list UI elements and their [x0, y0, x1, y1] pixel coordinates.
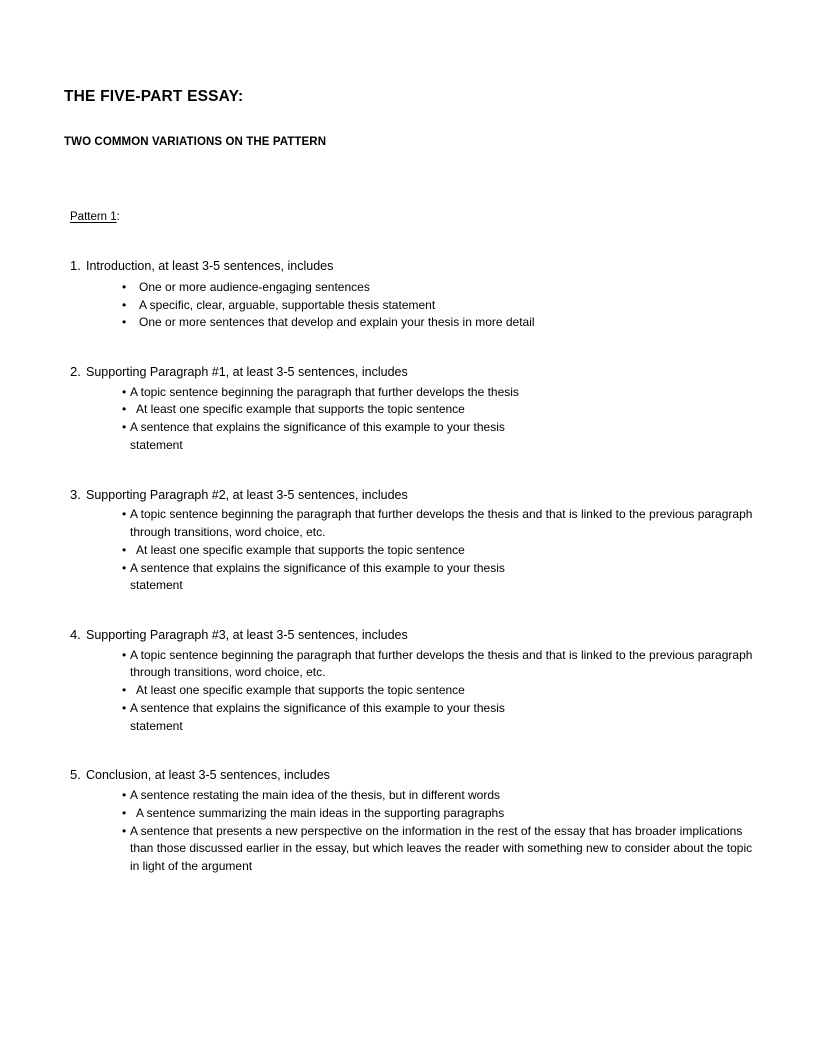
- section-heading: [64, 627, 754, 644]
- section-number: 5.: [70, 767, 81, 783]
- bullet-list: [122, 275, 754, 332]
- bullet-point-icon: •: [122, 683, 127, 698]
- bullet-text: A sentence summarizing the main ideas in the supporting paragraphs: [136, 805, 505, 820]
- section-heading-text: Supporting Paragraph #1, at least 3-5 sentences, includes: [86, 365, 408, 380]
- bullet-continuation-text: statement: [130, 437, 183, 452]
- bullet-item: [122, 279, 754, 297]
- section-heading-text: Supporting Paragraph #2, at least 3-5 sentences, includes: [86, 487, 408, 502]
- bullet-item: [122, 700, 754, 736]
- bullet-list: [122, 381, 754, 455]
- bullet-item: [122, 542, 754, 560]
- bullet-point-icon: •: [122, 823, 127, 838]
- section-heading-text: Introduction, at least 3-5 sentences, includes: [86, 259, 334, 274]
- bullet-point-icon: •: [122, 279, 127, 294]
- essay-section: [64, 364, 754, 455]
- bullet-text: A sentence restating the main idea of the thesis, but in different words: [130, 788, 501, 803]
- section-number: 4.: [70, 627, 81, 643]
- essay-section: [64, 258, 754, 332]
- bullet-point-icon: •: [122, 788, 127, 803]
- bullet-text: A sentence that explains the significance of this example to your thesis: [130, 560, 505, 575]
- bullet-text: One or more sentences that develop and explain your thesis in more detail: [139, 315, 535, 330]
- bullet-point-icon: •: [122, 542, 127, 557]
- section-heading: [64, 767, 754, 784]
- bullet-text: At least one specific example that supports the topic sentence: [136, 402, 465, 417]
- bullet-text: At least one specific example that supports the topic sentence: [136, 542, 465, 557]
- bullet-item: [122, 297, 754, 315]
- section-heading-text: Supporting Paragraph #3, at least 3-5 sentences, includes: [86, 628, 408, 643]
- bullet-item: [122, 682, 754, 700]
- bullet-list: [122, 503, 754, 595]
- bullet-text: A sentence that explains the significance of this example to your thesis: [130, 700, 505, 715]
- bullet-point-icon: •: [122, 805, 127, 820]
- section-number: 1.: [70, 258, 81, 274]
- bullet-text: A topic sentence beginning the paragraph that further develops the thesis and that is linked to the previous paragraph through transitions, word choice, etc.: [130, 647, 753, 680]
- bullet-point-icon: •: [122, 507, 127, 522]
- bullet-point-icon: •: [122, 560, 127, 575]
- bullet-item: [122, 787, 754, 805]
- bullet-item: [122, 314, 754, 332]
- essay-section: [64, 487, 754, 595]
- pattern-label-colon: :: [116, 211, 120, 224]
- bullet-item: [122, 384, 754, 402]
- bullet-item: [122, 823, 754, 876]
- bullet-item: [122, 419, 754, 455]
- bullet-text: A sentence that explains the significance of this example to your thesis: [130, 420, 505, 435]
- bullet-point-icon: •: [122, 315, 127, 330]
- section-list: [64, 225, 754, 876]
- section-heading: [64, 364, 754, 381]
- bullet-text: A specific, clear, arguable, supportable thesis statement: [139, 297, 436, 312]
- section-heading-text: Conclusion, at least 3-5 sentences, includes: [86, 768, 330, 783]
- bullet-text: A topic sentence beginning the paragraph that further develops the thesis: [130, 384, 519, 399]
- page-subtitle: TWO COMMON VARIATIONS ON THE PATTERN: [64, 135, 327, 148]
- essay-section: [64, 767, 754, 875]
- bullet-list: [122, 644, 754, 736]
- bullet-list: [122, 784, 754, 876]
- bullet-text: A sentence that presents a new perspective on the information in the rest of the essay that has broader implications than those discussed earlier in the essay, but which leaves the reader with something new to consider about the topic in light of the argument: [130, 823, 753, 874]
- section-heading: [64, 258, 754, 275]
- page-title: THE FIVE-PART ESSAY:: [64, 88, 244, 105]
- bullet-text: At least one specific example that supports the topic sentence: [136, 683, 465, 698]
- bullet-text: A topic sentence beginning the paragraph that further develops the thesis and that is linked to the previous paragraph through transitions, word choice, etc.: [130, 507, 753, 540]
- bullet-item: [122, 401, 754, 419]
- section-number: 3.: [70, 486, 81, 502]
- section-heading: [64, 487, 754, 504]
- bullet-continuation-text: statement: [130, 718, 183, 733]
- document-body: [64, 88, 754, 876]
- bullet-point-icon: •: [122, 297, 127, 312]
- bullet-item: [122, 805, 754, 823]
- bullet-continuation-text: statement: [130, 578, 183, 593]
- bullet-point-icon: •: [122, 384, 127, 399]
- bullet-point-icon: •: [122, 402, 127, 417]
- bullet-point-icon: •: [122, 420, 127, 435]
- bullet-item: [122, 506, 754, 542]
- pattern-label: Pattern 1: [70, 211, 117, 224]
- section-number: 2.: [70, 364, 81, 380]
- bullet-item: [122, 647, 754, 683]
- bullet-text: One or more audience-engaging sentences: [139, 279, 370, 294]
- bullet-point-icon: •: [122, 647, 127, 662]
- bullet-point-icon: •: [122, 700, 127, 715]
- bullet-item: [122, 560, 754, 596]
- pattern-heading: [64, 149, 754, 225]
- essay-section: [64, 627, 754, 735]
